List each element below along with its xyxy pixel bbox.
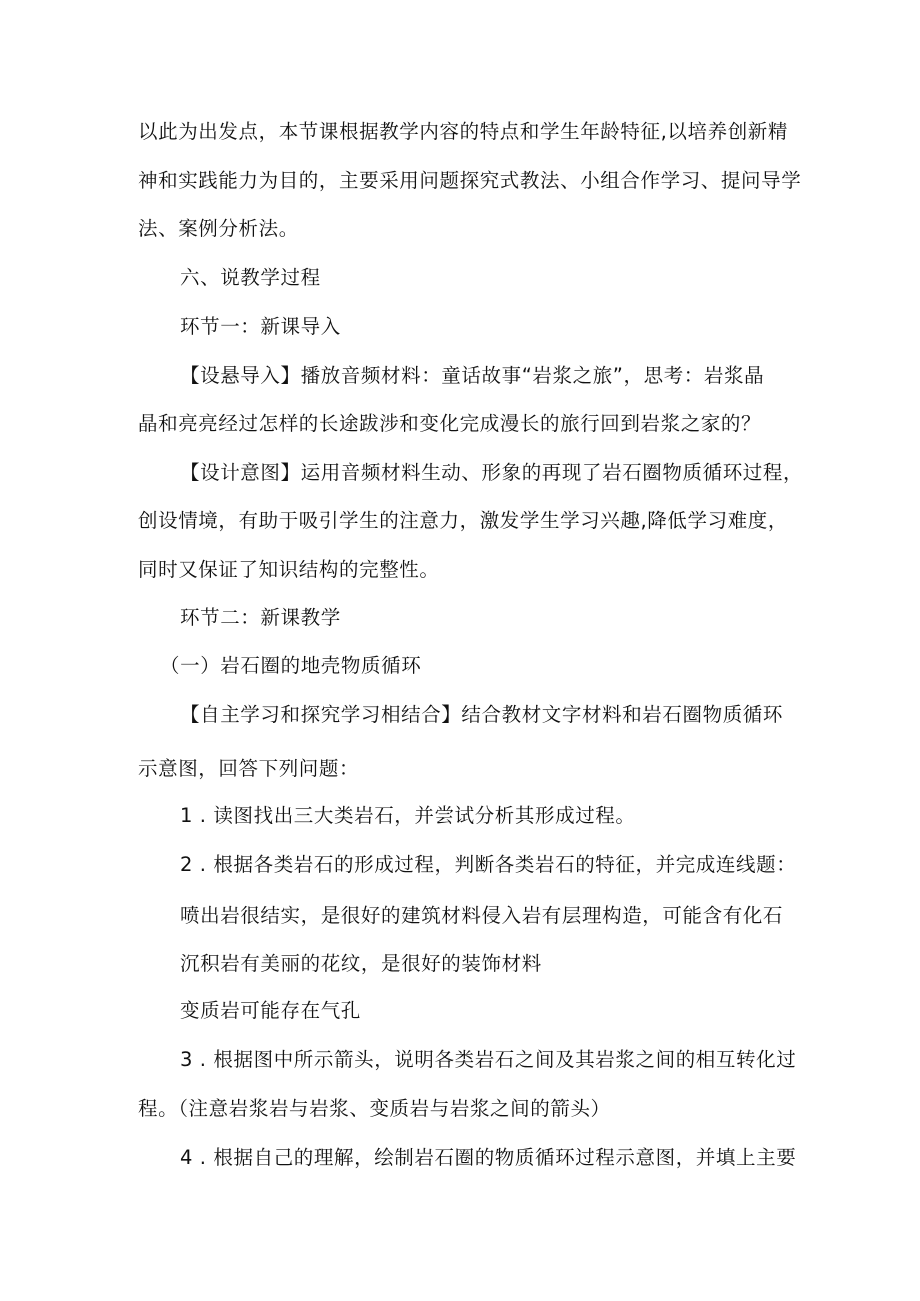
paragraph-line: 喷出岩很结实，是很好的建筑材料侵入岩有层理构造，可能含有化石 xyxy=(180,904,784,927)
paragraph-line: 【自主学习和探究学习相结合】结合教材文字材料和岩石圈物质循环 xyxy=(180,703,784,726)
list-item: 3 . 根据图中所示箭头，说明各类岩石之间及其岩浆之间的相互转化过 xyxy=(180,1048,797,1071)
paragraph-line: 同时又保证了知识结构的完整性。 xyxy=(138,558,440,581)
paragraph-line: 晶和亮亮经过怎样的长途跋涉和变化完成漫长的旅行回到岩浆之家的？ xyxy=(138,412,762,435)
paragraph-line: 程。（注意岩浆岩与岩浆、变质岩与岩浆之间的箭头） xyxy=(138,1097,611,1120)
paragraph-line: 沉积岩有美丽的花纹，是很好的装饰材料 xyxy=(180,952,542,975)
list-item: 2 . 根据各类岩石的形成过程，判断各类岩石的特征，并完成连线题： xyxy=(180,853,797,876)
section-heading: 六、说教学过程 xyxy=(180,266,321,289)
paragraph-line: 创设情境，有助于吸引学生的注意力，激发学生学习兴趣,降低学习难度， xyxy=(138,509,788,532)
subsection-heading: 环节二：新课教学 xyxy=(180,606,341,629)
paragraph-line: 【设计意图】运用音频材料生动、形象的再现了岩石圈物质循环过程， xyxy=(180,461,804,484)
paragraph-line: 以此为出发点，本节课根据教学内容的特点和学生年龄特征,以培养创新精 xyxy=(138,120,788,143)
list-item: 4 . 根据自己的理解，绘制岩石圈的物质循环过程示意图，并填上主要 xyxy=(180,1146,797,1169)
subsection-heading: 环节一：新课导入 xyxy=(180,315,341,338)
list-item: 1 . 读图找出三大类岩石，并尝试分析其形成过程。 xyxy=(180,804,636,827)
paragraph-line: 神和实践能力为目的，主要采用问题探究式教法、小组合作学习、提问导学 xyxy=(138,169,802,192)
paragraph-line: 【设悬导入】播放音频材料：童话故事“岩浆之旅”，思考：岩浆晶 xyxy=(180,364,765,387)
paragraph-line: 法、案例分析法。 xyxy=(138,217,299,240)
paragraph-line: 示意图，回答下列问题： xyxy=(138,757,360,780)
paragraph-line: 变质岩可能存在气孔 xyxy=(180,999,361,1022)
subsection-heading: （一）岩石圈的地壳物质循环 xyxy=(160,654,422,677)
